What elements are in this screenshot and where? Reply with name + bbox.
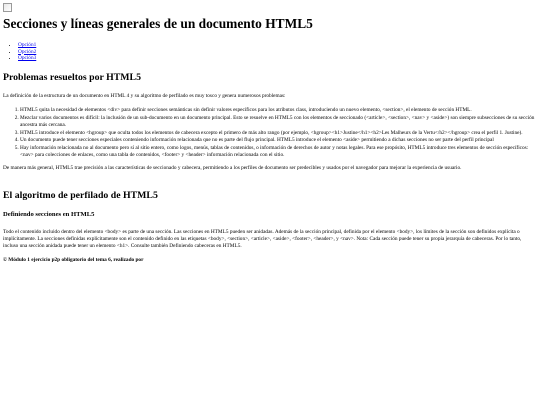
list-item: 4. Un documento puede tener secciones especiales conteniendo información relacionada que no es parte del flujo principal. HTML5 introduce el elemento <aside> permitiendo a dichas secciones no ser parte del perfil principal [20, 137, 537, 144]
list-item: 1. HTML5 quita la necesidad de elementos <div> para definir secciones semánticas sin definir valores específicos para los atributos class, introduciendo un nuevo elemento, <section>, el elemento de sección HTML. [20, 107, 537, 114]
list-item: 2. Mezclar varios documentos es difícil: la inclusión de un sub-documento en un documento principal. Esto se resuelve en HTML5 con los elementos de seccionado (<article>, <section>, <nav> y <aside>) son siempre subsecciones de su sección ancestra más cercana. [20, 115, 537, 130]
list-item: 5. Hay información relacionada no al documento pero sí al sitio entero, como logos, menús, tablas de contenidos, o información de derechos de autor y notas legales. Para ese propósito, HTML5 introduce tres elementos de sección específicos: <nav> para colecciones de enlaces, como una tabla de contenidos, <footer> y <header> información relacionada con el sitio. [20, 145, 537, 160]
subsection-heading: Definiendo secciones en HTML5 [3, 210, 95, 218]
subsection-body: Todo el contenido incluido dentro del elemento <body> es parte de una sección. Las secciones en HTML5 pueden ser anidadas. Además de la sección principal, definida por el elemento <body>, los límites de la sección son definidos explícita o implícitamente. La secciones definidas explícitamente son el contenido definido en las etiquetas <body>, <section>, <article>, <aside>, <footer>, <header>, y <nav>. Nota: Cada sección puede tener su propia jerarquía de cabeceras. Por lo tanto, incluso una sección anidada puede tener un elemento <h1>. Consulte también Definiendo cabeceras en HTML5. [3, 228, 522, 250]
problems-list [3, 107, 537, 159]
section-heading-problems: Problemas resueltos por HTML5 [3, 72, 141, 84]
broken-image-icon [3, 3, 12, 12]
section-intro: La definición de la estructura de un documento en HTML 4 y su algoritmo de perfilado es muy tosco y genera numerosos problemas: [3, 93, 286, 100]
list-item: 3. HTML5 introduce el elemento <hgroup> que oculta todos los elementos de cabecera excepto el primero de más alto rango (por ejemplo, <hgroup><h1>Justine</h1><h2>Les Malheurs de la Vertu</h2></hgroup> crea el perfil 1. Justine). [20, 130, 537, 137]
section-heading-algorithm: El algoritmo de perfilado de HTML5 [3, 189, 158, 201]
page-title: Secciones y líneas generales de un documento HTML5 [3, 16, 313, 31]
footer-text: © Módulo 1 ejercicio p2p obligatorio del tema 6, realizado por [3, 257, 144, 264]
menu-link-opcion2[interactable]: Opción2 [18, 48, 37, 55]
nav-menu [3, 42, 537, 61]
menu-item [18, 55, 537, 61]
menu-link-opcion3[interactable]: Opción3 [18, 54, 37, 61]
menu-link-opcion1[interactable]: Opción1 [18, 42, 37, 49]
section-outro: De manera más general, HTML5 trae precisión a las características de seccionado y cabecera, permitiendo a los perfiles de documento ser predecibles y usados por el navegador para mejorar la experiencia de usuario. [3, 165, 462, 172]
